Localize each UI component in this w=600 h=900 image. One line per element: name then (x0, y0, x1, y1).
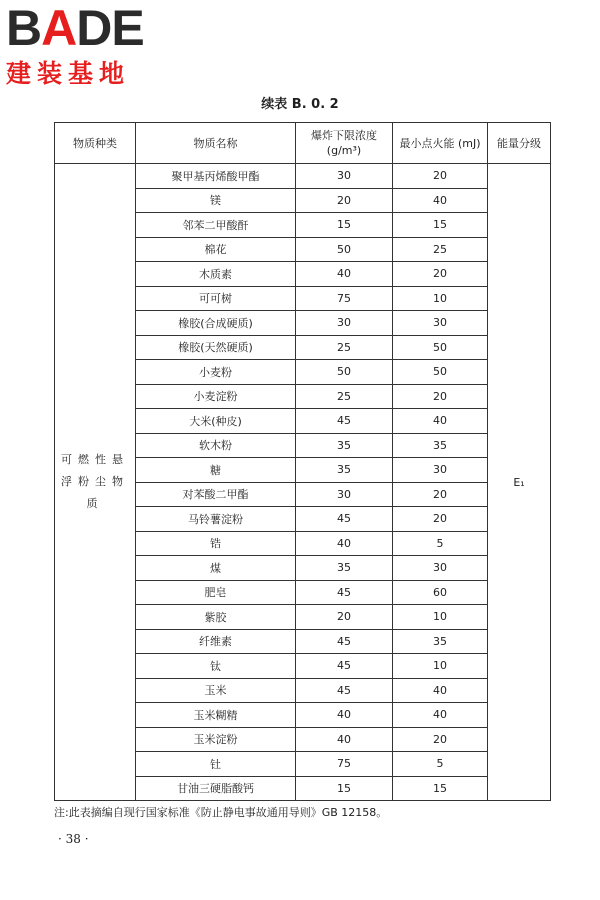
min-ignition-value: 40 (393, 409, 488, 434)
logo-subtitle: 建装基地 (6, 59, 131, 88)
header-row (55, 123, 551, 164)
substance-name: 甘油三硬脂酸钙 (136, 776, 296, 801)
explosion-limit-value: 30 (296, 482, 393, 507)
explosion-limit-value: 25 (296, 384, 393, 409)
substance-name: 钍 (136, 752, 296, 777)
explosion-limit-value: 15 (296, 213, 393, 238)
explosion-limit-value: 20 (296, 188, 393, 213)
explosion-limit-value: 40 (296, 531, 393, 556)
substance-name: 纤维素 (136, 629, 296, 654)
min-ignition-value: 20 (393, 164, 488, 189)
substance-name: 煤 (136, 556, 296, 581)
explosion-limit-value: 25 (296, 335, 393, 360)
substance-name: 锆 (136, 531, 296, 556)
substance-name: 紫胶 (136, 605, 296, 630)
substance-name: 钛 (136, 654, 296, 679)
min-ignition-value: 40 (393, 678, 488, 703)
substance-name: 玉米 (136, 678, 296, 703)
min-ignition-value: 50 (393, 335, 488, 360)
min-ignition-value: 35 (393, 433, 488, 458)
min-ignition-value: 20 (393, 482, 488, 507)
substance-name: 对苯酸二甲酯 (136, 482, 296, 507)
header-name: 物质名称 (136, 123, 296, 164)
explosion-limit-value: 20 (296, 605, 393, 630)
min-ignition-value: 10 (393, 605, 488, 630)
logo-wordmark (6, 0, 186, 56)
substance-name: 大米(种皮) (136, 409, 296, 434)
min-ignition-value: 5 (393, 531, 488, 556)
logo-letter-accent: A (41, 0, 77, 56)
min-ignition-value: 30 (393, 458, 488, 483)
min-ignition-value: 40 (393, 188, 488, 213)
explosion-limit-value: 40 (296, 262, 393, 287)
substance-name: 肥皂 (136, 580, 296, 605)
logo-letter-prefix: B (6, 0, 42, 56)
min-ignition-value: 10 (393, 286, 488, 311)
table-row (55, 164, 551, 189)
header-energy-class: 能量分级 (488, 123, 551, 164)
substance-name: 糖 (136, 458, 296, 483)
energy-class-cell: E₁ (488, 164, 551, 801)
min-ignition-value: 35 (393, 629, 488, 654)
min-ignition-value: 20 (393, 262, 488, 287)
explosion-limit-value: 50 (296, 360, 393, 385)
table-caption: 续表 B. 0. 2 (261, 97, 339, 112)
min-ignition-value: 10 (393, 654, 488, 679)
substance-name: 聚甲基丙烯酸甲酯 (136, 164, 296, 189)
logo-letter-suffix: DE (76, 0, 144, 56)
min-ignition-value: 25 (393, 237, 488, 262)
table-note: 注:此表摘编自现行国家标准《防止静电事故通用导则》GB 12158。 (54, 806, 388, 819)
brand-logo (6, 0, 186, 90)
explosion-limit-value: 40 (296, 703, 393, 728)
explosion-limit-value: 40 (296, 727, 393, 752)
substance-name: 木质素 (136, 262, 296, 287)
min-ignition-value: 30 (393, 556, 488, 581)
explosion-limit-value: 35 (296, 458, 393, 483)
header-min-ignition: 最小点火能 (mJ) (393, 123, 488, 164)
category-cell: 可燃性悬浮粉尘物质 (55, 164, 136, 801)
min-ignition-value: 50 (393, 360, 488, 385)
substance-name: 小麦粉 (136, 360, 296, 385)
page-number: · 38 · (58, 832, 89, 846)
header-category: 物质种类 (55, 123, 136, 164)
min-ignition-value: 20 (393, 727, 488, 752)
min-ignition-value: 40 (393, 703, 488, 728)
explosion-limit-value: 45 (296, 629, 393, 654)
explosion-limit-value: 45 (296, 507, 393, 532)
explosion-limit-value: 30 (296, 164, 393, 189)
explosion-limit-value: 45 (296, 580, 393, 605)
explosion-limit-value: 45 (296, 409, 393, 434)
explosion-limit-value: 35 (296, 556, 393, 581)
substance-name: 可可树 (136, 286, 296, 311)
explosion-limit-value: 75 (296, 752, 393, 777)
header-explosion-limit: 爆炸下限浓度 (g/m³) (296, 123, 393, 164)
substance-name: 玉米糊精 (136, 703, 296, 728)
explosion-limit-value: 30 (296, 311, 393, 336)
substance-name: 棉花 (136, 237, 296, 262)
explosion-limit-value: 50 (296, 237, 393, 262)
substance-name: 马铃薯淀粉 (136, 507, 296, 532)
min-ignition-value: 5 (393, 752, 488, 777)
min-ignition-value: 20 (393, 507, 488, 532)
explosion-limit-value: 45 (296, 654, 393, 679)
min-ignition-value: 15 (393, 213, 488, 238)
substance-name: 小麦淀粉 (136, 384, 296, 409)
explosion-limit-value: 45 (296, 678, 393, 703)
substance-name: 橡胶(合成硬质) (136, 311, 296, 336)
explosion-limit-value: 15 (296, 776, 393, 801)
min-ignition-value: 30 (393, 311, 488, 336)
substance-name: 玉米淀粉 (136, 727, 296, 752)
substance-name: 邻苯二甲酸酐 (136, 213, 296, 238)
dust-table (54, 122, 551, 801)
explosion-limit-value: 35 (296, 433, 393, 458)
explosion-limit-value: 75 (296, 286, 393, 311)
min-ignition-value: 20 (393, 384, 488, 409)
substance-name: 镁 (136, 188, 296, 213)
min-ignition-value: 60 (393, 580, 488, 605)
substance-name: 橡胶(天然硬质) (136, 335, 296, 360)
substance-name: 软木粉 (136, 433, 296, 458)
min-ignition-value: 15 (393, 776, 488, 801)
